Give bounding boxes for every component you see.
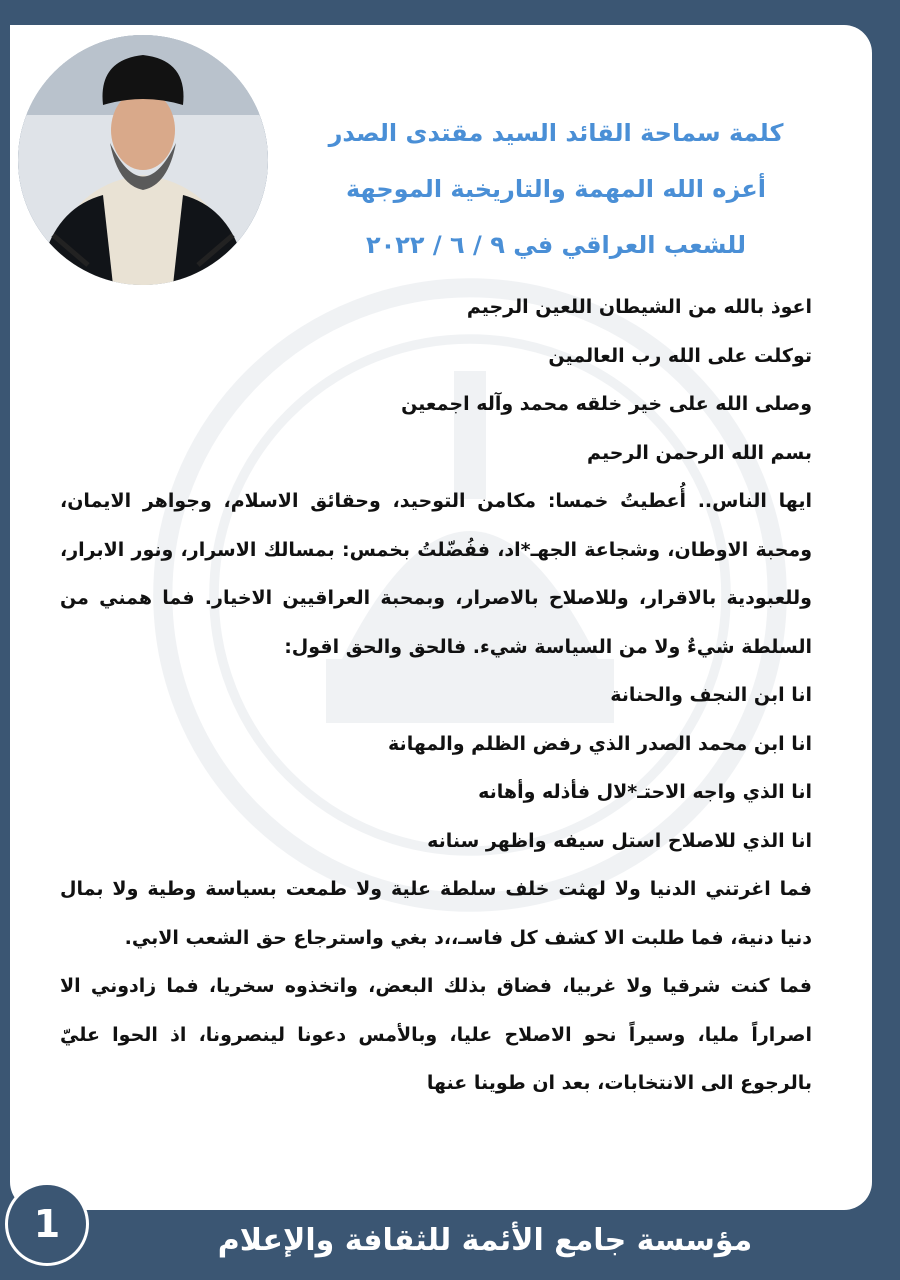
document-card bbox=[10, 25, 872, 1210]
page-number-badge: 1 bbox=[5, 1182, 89, 1266]
ana-line: انا ابن النجف والحنانة bbox=[610, 684, 812, 706]
portrait-image bbox=[18, 35, 268, 285]
opening-line: اعوذ بالله من الشيطان اللعين الرجيم bbox=[466, 296, 812, 318]
opening-line: وصلى الله على خير خلقه محمد وآله اجمعين bbox=[401, 393, 812, 415]
ana-line: انا ابن محمد الصدر الذي رفض الظلم والمهانة bbox=[388, 732, 812, 755]
ana-line: انا الذي واجه الاحتـ*لال فأذله وأهانه bbox=[478, 781, 812, 803]
paragraph: فما كنت شرقيا ولا غربيا، فضاق بذلك البعض، واتخذوه سخريا، فما زادوني الا اصراراً مليا، وسيراً نحو الاصلاح عليا، وبالأمس دعونا لينصرونا، اذ الحوا عليّ بالرجوع الى الانتخابات، بعد ان طوينا عنها bbox=[60, 975, 812, 1094]
paragraph: فما اغرتني الدنيا ولا لهثت خلف سلطة علية ولا طمعت بسياسة وطية ولا بمال دنيا دنية، فما طلبت الا كشف كل فاسـ،،د بغي واسترجاع حق الشعب الابي. bbox=[60, 878, 812, 949]
title-line: أعزه الله المهمة والتاريخية الموجهة bbox=[345, 175, 767, 203]
title-line: كلمة سماحة القائد السيد مقتدى الصدر bbox=[328, 119, 784, 147]
ana-line: انا الذي للاصلاح استل سيفه واظهر سنانه bbox=[427, 829, 812, 852]
speech-title bbox=[290, 105, 822, 273]
organization-footer: مؤسسة جامع الأئمة للثقافة والإعلام bbox=[217, 1223, 753, 1258]
opening-line: بسم الله الرحمن الرحيم bbox=[587, 441, 812, 464]
speech-body bbox=[60, 283, 812, 1108]
speaker-portrait bbox=[18, 35, 268, 285]
opening-line: توكلت على الله رب العالمين bbox=[548, 344, 812, 367]
paragraph: ايها الناس.. أُعطيتُ خمسا: مكامن التوحيد، وحقائق الاسلام، وجواهر الايمان، ومحبة الاوطان، وشجاعة الجهـ*اد، ففُضّلتُ بخمس: بمسالك الاسرار، ونور الابرار، وللعبودية بالاقرار، وللاصلاح بالاصرار، وبمحبة العراقيين الاخيار. فما همني من السلطة شيءٌ ولا من السياسة شيء. فالحق والحق اقول: bbox=[60, 490, 812, 658]
title-line: للشعب العراقي في ٩ / ٦ / ٢٠٢٢ bbox=[365, 231, 747, 259]
